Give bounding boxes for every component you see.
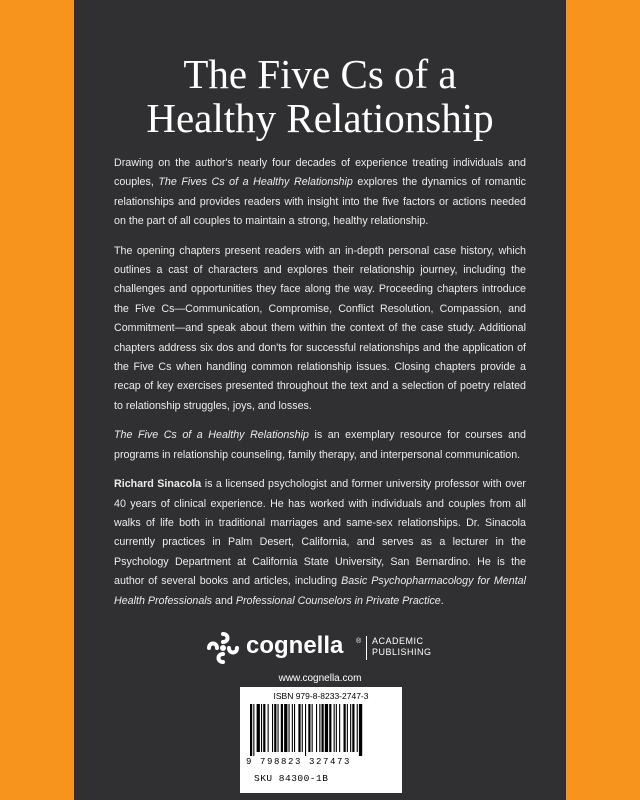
tagline-line-2: PUBLISHING xyxy=(372,647,432,657)
publisher-tagline xyxy=(372,636,432,658)
dark-center-panel xyxy=(74,0,566,800)
blurb-p3-book-title: The Five Cs of a Healthy Relationship xyxy=(114,429,309,442)
author-book-1: Basic Psychopharmacology for Mental Health Professionals xyxy=(114,575,526,607)
tagline-line-1: ACADEMIC xyxy=(372,636,424,646)
blurb-paragraph-2: The opening chapters present readers with an in-depth personal case history, which outlines a cast of characters and explores their relationship journey, including the challenges and opportunities they face along the way. Proceeding chapters introduce the Five Cs—Communication, Compromise, Conflict Resolution, Compassion, and Commitment—and speak about them within the context of the case study. Additional chapters address six dos and don'ts for successful relationships and the application of the Five Cs when handling common relationship issues. Closing chapters provide a recap of key exercises presented throughout the text and a selection of poetry related to relationship struggles, joys, and losses. xyxy=(114,244,526,412)
blurb-p1-text: Drawing on the author's nearly four decades of experience treating individuals and couples, xyxy=(114,157,526,189)
title-line-1: The Five Cs of a xyxy=(183,51,457,97)
blurb-paragraph-3 xyxy=(114,426,526,465)
blurb-text xyxy=(114,154,526,621)
barcode-icon xyxy=(248,704,394,756)
title-line-2: Healthy Relationship xyxy=(146,95,494,141)
registered-mark: ® xyxy=(356,638,362,645)
author-book-2: Professional Counselors in Private Practice xyxy=(235,594,441,607)
publisher-logo xyxy=(204,630,444,666)
author-bio-end: . xyxy=(440,594,444,607)
publisher-name: cognella xyxy=(246,632,344,659)
sku-number: SKU 84300-1B xyxy=(254,773,329,784)
blurb-p1-book-title: The Fives Cs of a Healthy Relationship xyxy=(158,176,353,189)
logo-divider xyxy=(366,636,367,660)
isbn-number: ISBN 979-8-8233-2747-3 xyxy=(273,691,369,701)
author-bio xyxy=(114,475,526,611)
barcode-digits: 9 798823 327473 xyxy=(246,757,352,767)
blurb-paragraph-1 xyxy=(114,154,526,232)
author-name: Richard Sinacola xyxy=(114,478,202,491)
publisher-url: www.cognella.com xyxy=(278,673,362,684)
book-title xyxy=(74,52,566,140)
cognella-mark-icon xyxy=(204,630,242,666)
blurb-p3-text: is an exemplary resource for courses and programs in relationship counseling, family therapy, and interpersonal communication. xyxy=(114,429,526,461)
barcode-panel xyxy=(240,687,402,793)
blurb-p1-text-end: explores the dynamics of romantic relationships and provides readers with insight into the five factors or actions needed on the part of all couples to maintain a strong, healthy relationship. xyxy=(114,176,526,228)
author-bio-and: and xyxy=(212,594,236,607)
author-bio-text: is a licensed psychologist and former university professor with over 40 years of clinical experience. He has worked with individuals and couples from all walks of life both in traditional marriages and same-sex relationships. Dr. Sinacola currently practices in Palm Desert, California, and serves as a lecturer in the Psychology Department at California State University, San Bernardino. He is the author of several books and articles, including xyxy=(114,478,526,588)
